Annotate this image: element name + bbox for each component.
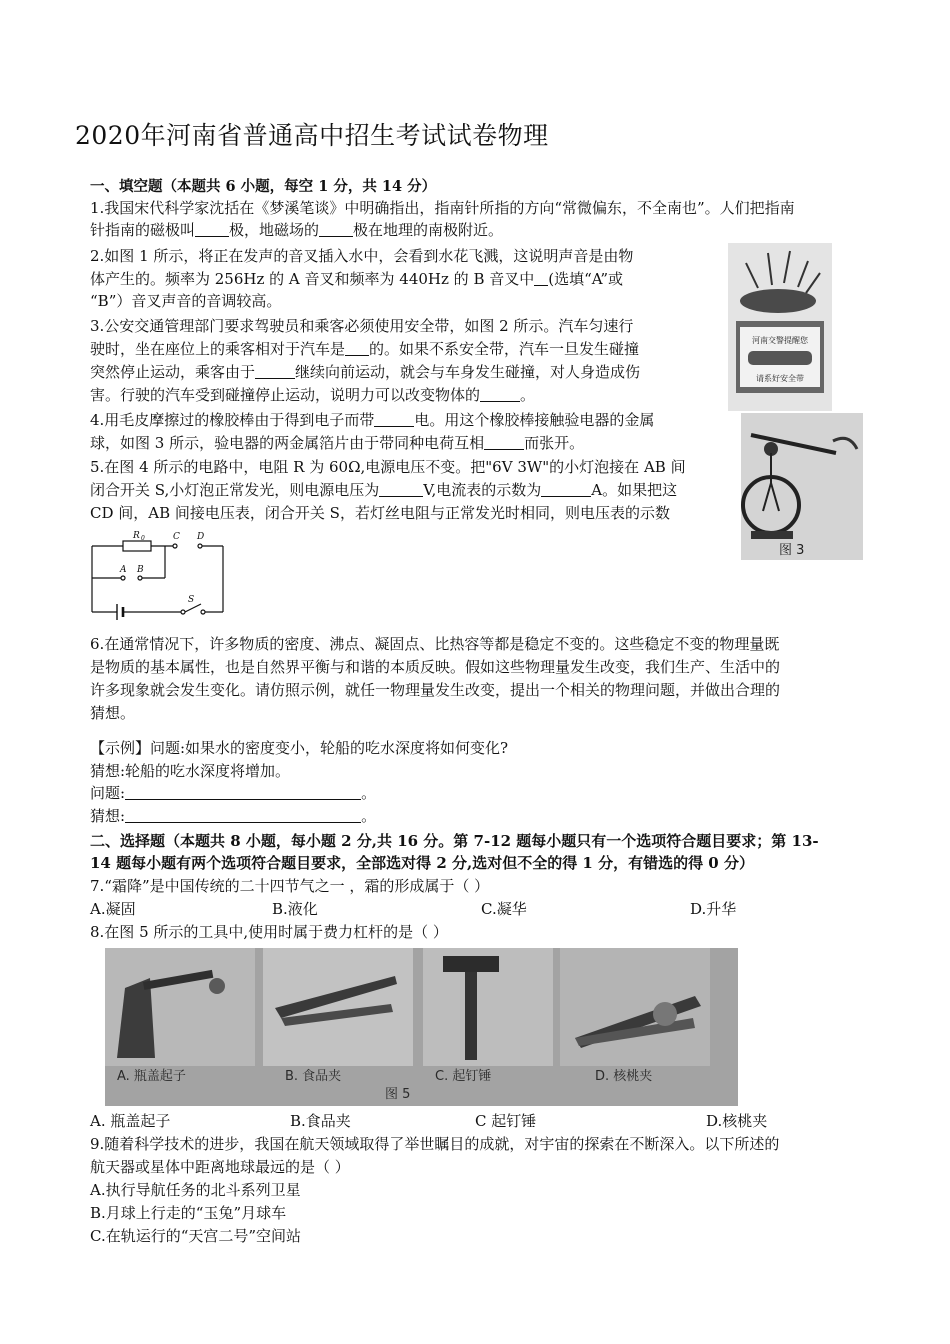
q7-option-c[interactable]: C.凝华 [481,900,527,918]
q7-stem: 7.“霜降”是中国传统的二十四节气之一 ，霜的形成属于（ ） [90,877,490,895]
q6-line3: 许多现象就会发生变化。请仿照示例，就任一物理量发生改变，提出一个相关的物理问题，并做出合理的 [90,681,781,699]
tuning-fork-water-illustration [728,243,832,411]
section-2-heading-line1: 二、选择题（本题共 8 小题，每小题 2 分,共 16 分。第 7-12 题每小题只有一个选项符合题目要求；第 13- [90,832,819,850]
q4-line1: 4.用毛皮摩擦过的橡胶棒由于得到电子而带 电。用这个橡胶棒接触验电器的金属 [90,411,655,429]
q9-option-c[interactable]: C.在轨运行的“天宫二号”空间站 [90,1227,302,1245]
q4-blank-1[interactable] [374,412,414,427]
photo-label-d: D. 核桃夹 [595,1069,653,1084]
q3-blank-2[interactable] [255,364,295,379]
q1-line2: 针指南的磁极叫 极，地磁场的 极在地理的南极附近。 [90,221,504,239]
q5-blank-2[interactable] [541,482,591,497]
q3-line2: 驶时，坐在座位上的乘客相对于汽车是 的。如果不系安全带，汽车一旦发生碰撞 [90,340,640,358]
q7-option-a[interactable]: A.凝固 [90,900,136,918]
page-title: 2020年河南省普通高中招生考试试卷物理 [75,121,549,150]
q5-line3: CD 间，AB 间接电压表，闭合开关 S，若灯丝电阻与正常发光时相同，则电压表的示数 [90,504,670,522]
q1-blank-2[interactable] [319,222,353,237]
q7-option-b[interactable]: B.液化 [272,900,318,918]
figure-1-2-photo [728,243,832,411]
q9-option-b[interactable]: B.月球上行走的“玉兔”月球车 [90,1204,287,1222]
photo-label-b: B. 食品夹 [285,1069,342,1084]
figure-5-caption: 图 5 [385,1087,411,1102]
q5-line2: 闭合开关 S,小灯泡正常发光，则电源电压为 V,电流表的示数为 A。如果把这 [90,481,678,499]
q8-option-c[interactable]: C 起钉锤 [475,1112,537,1130]
q2-blank[interactable] [534,271,548,286]
label-r0: R [133,531,140,541]
q2-line2: 体产生的。频率为 256Hz 的 A 音叉和频率为 440Hz 的 B 音叉中 (选填“A”或 [90,270,624,288]
photo-label-c: C. 起钉锤 [435,1069,492,1084]
q5-blank-1[interactable] [379,482,423,497]
circuit-diagram [85,528,235,620]
q1-line1: 1.我国宋代科学家沈括在《梦溪笔谈》中明确指出，指南针所指的方向“常微偏东，不全南也”。人们把指南 [90,199,795,217]
q6-example-question: 【示例】问题:如果水的密度变小，轮船的吃水深度将如何变化? [90,739,509,757]
q7-option-d[interactable]: D.升华 [690,900,737,918]
circuit-svg [85,528,235,620]
q6-example-guess: 猜想:轮船的吃水深度将增加。 [90,762,291,780]
q8-stem: 8.在图 5 所示的工具中,使用时属于费力杠杆的是（ ） [90,923,448,941]
q3-line1: 3.公安交通管理部门要求驾驶员和乘客必须使用安全带，如图 2 所示。汽车匀速行 [90,317,634,335]
figure-3-photo [741,413,863,560]
q2-line3: “B”）音叉声音的音调较高。 [90,292,282,310]
q5-block [90,456,732,526]
q6-question-blank[interactable] [125,785,361,800]
q3-blank-1[interactable] [345,341,369,356]
section-2-heading-line2: 14 题每小题有两个选项符合题目要求，全部选对得 2 分,选对但不全的得 1 分，有错选的得 0 分） [90,854,754,872]
q6-line2: 是物质的基本属性，也是自然界平衡与和谐的本质反映。假如这些物理量发生改变，我们生产、生活中的 [90,658,781,676]
electroscope-illustration [741,413,863,560]
q9-line1: 9.随着科学技术的进步，我国在航天领域取得了举世瞩目的成就，对宇宙的探索在不断深入。以下所述的 [90,1135,780,1153]
label-a: A [120,565,127,575]
q6-guess-blank[interactable] [125,808,361,823]
q5-line1: 5.在图 4 所示的电路中，电阻 R 为 60Ω,电源电压不变。把"6V 3W"的小灯泡接在 AB 间 [90,458,686,476]
figure-3-caption: 图 3 [779,543,805,558]
q8-option-d[interactable]: D.核桃夹 [706,1112,768,1130]
q9-option-a[interactable]: A.执行导航任务的北斗系列卫星 [90,1181,301,1199]
q3-blank-3[interactable] [480,387,520,402]
figure-5-tools-illustration [105,948,738,1106]
sign-top-text: 河南交警提醒您 [752,336,808,345]
q6-guess-row: 猜想: 。 [90,807,377,825]
q3-line4: 害。行驶的汽车受到碰撞停止运动，说明力可以改变物体的 。 [90,386,536,404]
q8-option-b[interactable]: B.食品夹 [290,1112,351,1130]
q4-line2: 球，如图 3 所示，验电器的两金属箔片由于带同种电荷互相 而张开。 [90,434,585,452]
q6-line1: 6.在通常情况下，许多物质的密度、沸点、凝固点、比热容等都是稳定不变的。这些稳定不变的物理量既 [90,635,780,653]
q4-blank-2[interactable] [484,435,524,450]
q6-line4: 猜想。 [90,704,136,722]
q6-question-row: 问题: 。 [90,784,377,802]
label-s: S [188,595,195,605]
photo-label-a: A. 瓶盖起子 [117,1069,186,1084]
label-c: C [173,532,180,542]
label-b: B [137,565,144,575]
sign-bottom-text: 请系好安全带 [756,374,804,383]
figure-5-photo [105,948,738,1106]
label-d: D [197,532,205,542]
q1-blank-1[interactable] [195,222,229,237]
q9-line2: 航天器或星体中距离地球最远的是（ ） [90,1158,350,1176]
q8-option-a[interactable]: A. 瓶盖起子 [90,1112,171,1130]
label-r0-sub: 0 [141,535,145,542]
q2-line1: 2.如图 1 所示，将正在发声的音叉插入水中，会看到水花飞溅，这说明声音是由物 [90,247,634,265]
section-1-heading: 一、填空题（本题共 6 小题，每空 1 分，共 14 分） [90,178,437,195]
q3-line3: 突然停止运动，乘客由于 继续向前运动，就会与车身发生碰撞，对人身造成伤 [90,363,641,381]
